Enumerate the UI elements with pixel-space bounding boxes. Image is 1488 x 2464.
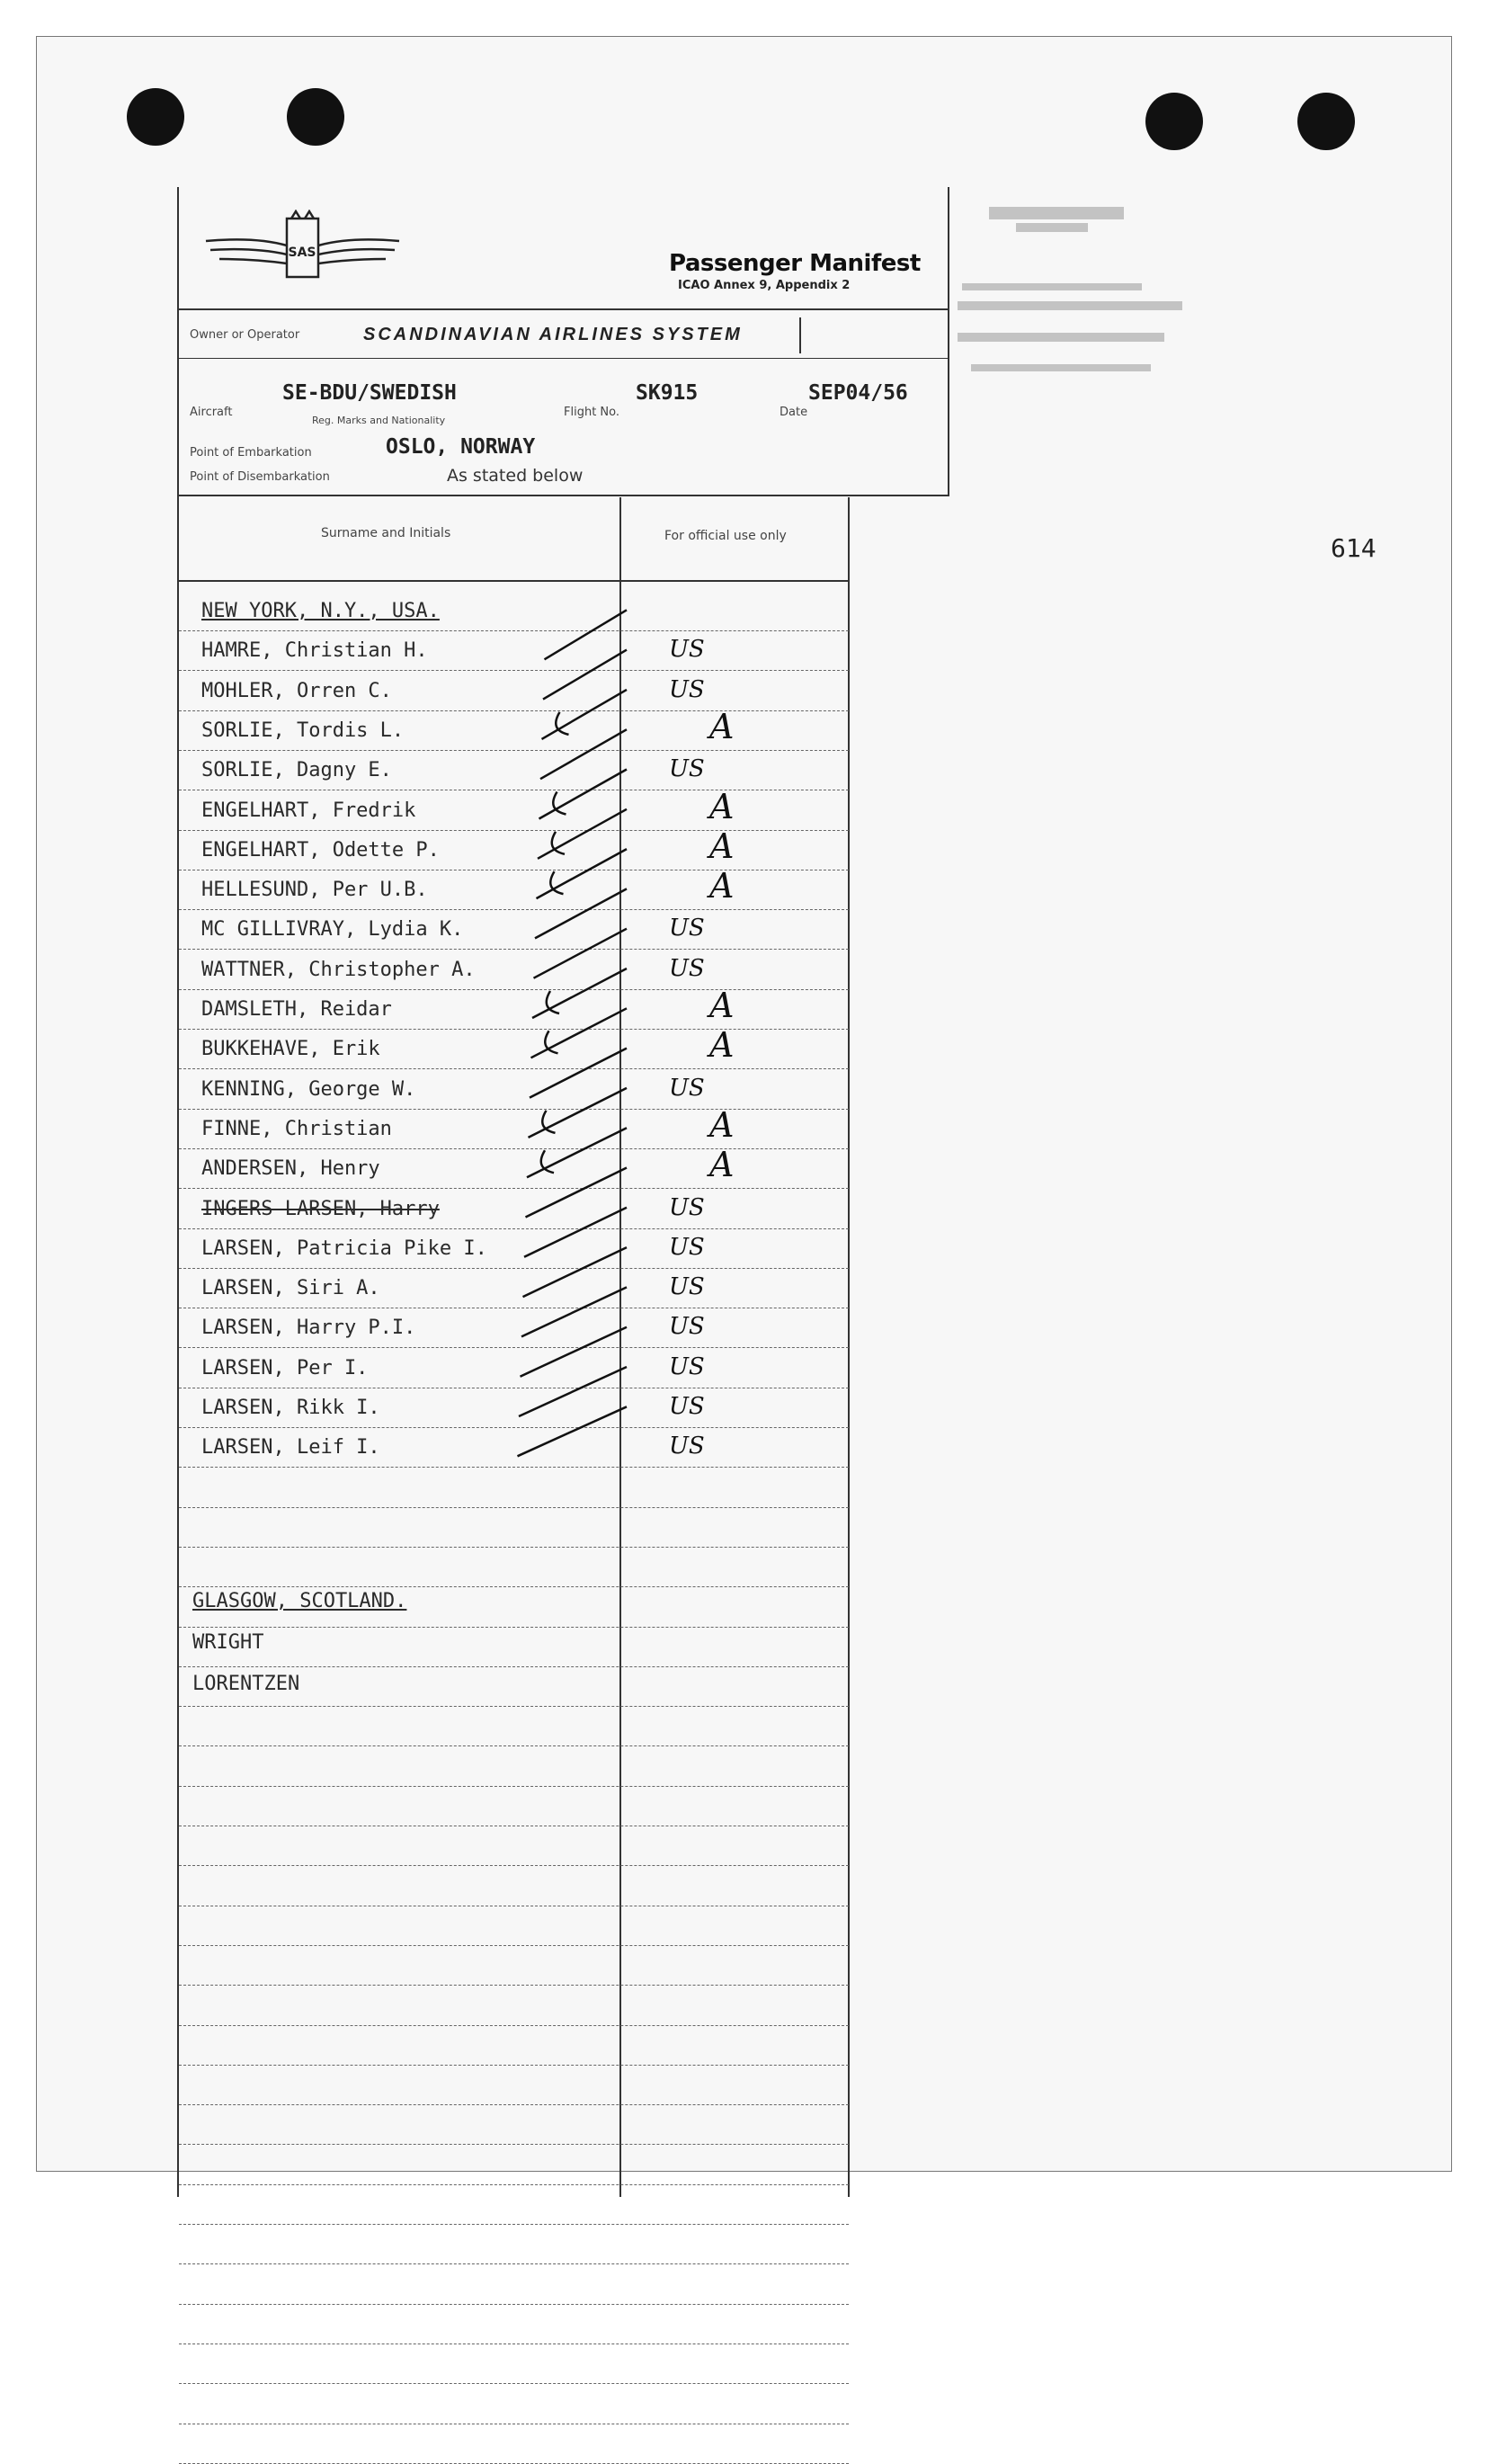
punch-hole xyxy=(1145,93,1203,150)
divider xyxy=(179,358,948,359)
admission-mark: A xyxy=(709,826,735,866)
ruled-line xyxy=(179,670,849,671)
passenger-name: LARSEN, Rikk I. xyxy=(201,1397,380,1419)
ruled-line xyxy=(179,2104,849,2105)
manifest-form xyxy=(177,187,921,2197)
passenger-name: MC GILLIVRAY, Lydia K. xyxy=(201,918,464,942)
ruled-line xyxy=(179,630,849,631)
passenger-name: ENGELHART, Odette P. xyxy=(201,838,440,862)
passenger-name: LARSEN, Harry P.I. xyxy=(201,1317,416,1340)
passenger-name: LORENTZEN xyxy=(192,1673,300,1695)
admission-mark: A xyxy=(709,706,735,746)
us-mark: US xyxy=(669,1074,705,1102)
divider xyxy=(179,580,849,582)
punch-hole xyxy=(127,88,184,146)
owner-value: SCANDINAVIAN AIRLINES SYSTEM xyxy=(363,325,743,344)
passenger-name: SORLIE, Tordis L. xyxy=(201,719,405,742)
flight-value: SK915 xyxy=(636,381,699,405)
sas-logo xyxy=(201,210,404,290)
divider xyxy=(799,317,801,353)
ruled-line xyxy=(179,710,849,711)
passenger-name: KENNING, George W. xyxy=(201,1077,416,1101)
us-mark: US xyxy=(669,1353,705,1380)
passenger-name: MOHLER, Orren C. xyxy=(201,679,392,702)
flight-label: Flight No. xyxy=(564,406,620,419)
ruled-line xyxy=(179,1148,849,1149)
us-mark: US xyxy=(669,1273,705,1301)
manifest-header-box xyxy=(179,187,949,496)
ruled-line xyxy=(179,830,849,831)
ruled-line xyxy=(179,1666,849,1667)
ruled-line xyxy=(179,2343,849,2344)
ruled-line xyxy=(179,1507,849,1508)
divider xyxy=(179,308,948,310)
ruled-line xyxy=(179,750,849,751)
ruled-line xyxy=(179,2025,849,2026)
ruled-line xyxy=(179,1427,849,1428)
admission-mark: A xyxy=(709,1025,735,1066)
passenger-name: DAMSLETH, Reidar xyxy=(201,998,392,1021)
punch-hole xyxy=(1297,93,1355,150)
date-value: SEP04/56 xyxy=(808,381,908,405)
admission-mark: A xyxy=(709,866,735,906)
ruled-line xyxy=(179,949,849,950)
official-column-header: For official use only xyxy=(664,529,787,543)
us-mark: US xyxy=(669,1233,705,1261)
manifest-subtitle: ICAO Annex 9, Appendix 2 xyxy=(678,279,851,292)
owner-label: Owner or Operator xyxy=(190,328,300,342)
aircraft-label: Aircraft xyxy=(190,406,233,419)
embark-label: Point of Embarkation xyxy=(190,446,312,460)
passenger-name: LARSEN, Siri A. xyxy=(201,1277,380,1300)
passenger-name: LARSEN, Per I. xyxy=(201,1356,369,1379)
ruled-line xyxy=(179,1109,849,1110)
admission-mark: A xyxy=(709,986,735,1025)
ruled-line xyxy=(179,1706,849,1707)
embark-value: OSLO, NORWAY xyxy=(386,435,536,459)
faded-stamp xyxy=(953,189,1196,387)
passenger-name: LARSEN, Leif I. xyxy=(201,1436,380,1460)
ruled-line xyxy=(179,1268,849,1269)
ruled-line xyxy=(179,909,849,910)
us-mark: US xyxy=(669,1313,705,1341)
date-label: Date xyxy=(780,406,808,419)
us-mark: US xyxy=(669,1393,705,1420)
punch-hole xyxy=(287,88,344,146)
ruled-line xyxy=(179,2224,849,2225)
ruled-line xyxy=(179,1945,849,1946)
admission-mark: A xyxy=(709,786,735,826)
manifest-title: Passenger Manifest xyxy=(669,250,921,277)
passenger-name: SORLIE, Dagny E. xyxy=(201,759,392,782)
passenger-name: FINNE, Christian xyxy=(201,1117,392,1140)
passenger-name: WRIGHT xyxy=(192,1631,264,1654)
ruled-line xyxy=(179,2184,849,2185)
us-mark: US xyxy=(669,1433,705,1460)
us-mark: US xyxy=(669,915,705,942)
page-number: 614 xyxy=(1331,533,1377,563)
us-mark: US xyxy=(669,636,705,664)
ruled-line xyxy=(179,1985,849,1986)
ruled-line xyxy=(179,2304,849,2305)
passenger-name: INGERS-LARSEN, Harry xyxy=(201,1197,440,1220)
ruled-line xyxy=(179,1586,849,1587)
us-mark: US xyxy=(669,755,705,783)
ruled-line xyxy=(179,1188,849,1189)
destination-heading: NEW YORK, N.Y., USA. xyxy=(201,600,440,622)
us-mark: US xyxy=(669,675,705,703)
ruled-line xyxy=(179,1547,849,1548)
us-mark: US xyxy=(669,1193,705,1221)
ruled-line xyxy=(179,1786,849,1787)
disembark-value: As stated below xyxy=(447,466,584,486)
passenger-name: ANDERSEN, Henry xyxy=(201,1157,380,1181)
reg-label: Reg. Marks and Nationality xyxy=(312,415,446,426)
destination-heading: GLASGOW, SCOTLAND. xyxy=(192,1590,407,1612)
aircraft-value: SE-BDU/SWEDISH xyxy=(282,381,457,405)
admission-mark: A xyxy=(709,1104,735,1145)
disembark-label: Point of Disembarkation xyxy=(190,470,330,484)
ruled-line xyxy=(179,1029,849,1030)
svg-text:SAS: SAS xyxy=(288,246,316,260)
ruled-line xyxy=(179,989,849,990)
ruled-line xyxy=(179,1627,849,1628)
ruled-line xyxy=(179,1467,849,1468)
passenger-name: ENGELHART, Fredrik xyxy=(201,799,416,822)
ruled-line xyxy=(179,2263,849,2264)
ruled-line xyxy=(179,1228,849,1229)
admission-mark: A xyxy=(709,1145,735,1185)
ruled-line xyxy=(179,1865,849,1866)
passenger-name: BUKKEHAVE, Erik xyxy=(201,1038,380,1061)
us-mark: US xyxy=(669,954,705,982)
passenger-name: HAMRE, Christian H. xyxy=(201,639,428,663)
names-column-header: Surname and Initials xyxy=(321,526,451,540)
ruled-line xyxy=(179,2144,849,2145)
ruled-line xyxy=(179,1347,849,1348)
ruled-line xyxy=(179,1745,849,1746)
passenger-name: WATTNER, Christopher A. xyxy=(201,958,476,981)
passenger-name: LARSEN, Patricia Pike I. xyxy=(201,1236,487,1260)
ruled-line xyxy=(179,1068,849,1069)
ruled-line xyxy=(179,2383,849,2384)
passenger-name: HELLESUND, Per U.B. xyxy=(201,879,428,902)
ruled-line xyxy=(179,2065,849,2066)
